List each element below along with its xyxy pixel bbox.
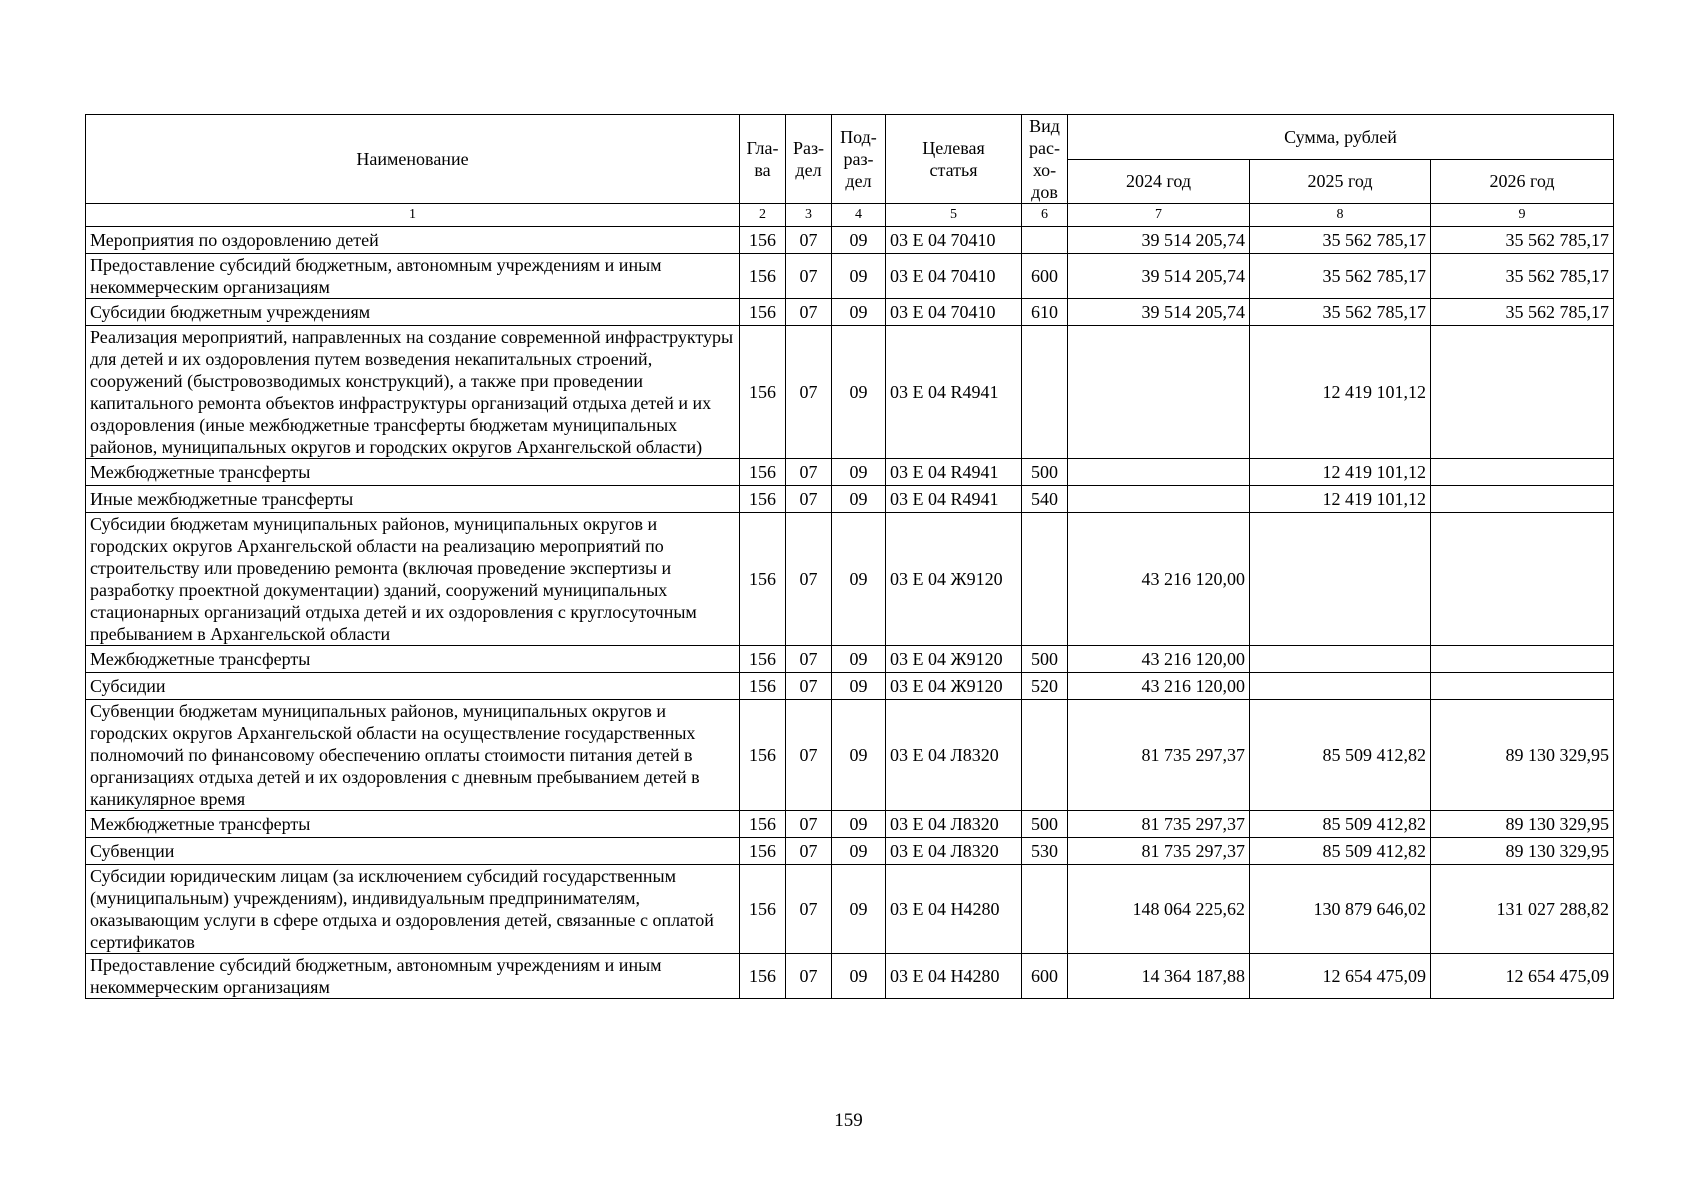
row-amount-2026 xyxy=(1431,486,1614,513)
table-row xyxy=(86,811,1614,838)
row-amount-2025: 12 419 101,12 xyxy=(1250,459,1431,486)
row-expense-type: 520 xyxy=(1022,673,1068,700)
row-amount-2026: 89 130 329,95 xyxy=(1431,838,1614,865)
row-expense-type: 600 xyxy=(1022,254,1068,299)
row-section: 07 xyxy=(786,227,832,254)
row-expense-type: 500 xyxy=(1022,811,1068,838)
header-year-2025: 2025 год xyxy=(1250,159,1431,204)
row-subsection: 09 xyxy=(832,646,886,673)
row-name: Мероприятия по оздоровлению детей xyxy=(86,227,740,254)
row-amount-2024: 81 735 297,37 xyxy=(1068,811,1250,838)
row-chapter: 156 xyxy=(740,865,786,954)
row-amount-2024: 39 514 205,74 xyxy=(1068,227,1250,254)
row-amount-2024: 39 514 205,74 xyxy=(1068,299,1250,326)
row-section: 07 xyxy=(786,700,832,811)
row-subsection: 09 xyxy=(832,486,886,513)
row-section: 07 xyxy=(786,513,832,646)
row-name: Межбюджетные трансферты xyxy=(86,811,740,838)
row-amount-2026 xyxy=(1431,673,1614,700)
row-expense-type xyxy=(1022,513,1068,646)
row-amount-2024: 43 216 120,00 xyxy=(1068,673,1250,700)
row-name: Иные межбюджетные трансферты xyxy=(86,486,740,513)
row-amount-2025 xyxy=(1250,513,1431,646)
row-subsection: 09 xyxy=(832,326,886,459)
row-subsection: 09 xyxy=(832,838,886,865)
row-expense-type xyxy=(1022,227,1068,254)
row-subsection: 09 xyxy=(832,459,886,486)
row-chapter: 156 xyxy=(740,299,786,326)
header-target-article: Целевая статья xyxy=(886,115,1022,204)
row-expense-type: 610 xyxy=(1022,299,1068,326)
row-name: Субсидии бюджетам муниципальных районов, муниципальных округов и городских округов Архангельской области на реализацию мероприятий по строительству или проведению ремонта (включая проведение экспертизы и разработку проектной документации) зданий, сооружений муниципальных стационарных организаций отдыха детей и их оздоровления с круглосуточным пребыванием в Архангельской области xyxy=(86,513,740,646)
column-number: 1 xyxy=(86,204,740,227)
row-subsection: 09 xyxy=(832,700,886,811)
row-amount-2024: 81 735 297,37 xyxy=(1068,838,1250,865)
row-target-article: 03 Е 04 Н4280 xyxy=(886,865,1022,954)
header-chapter: Гла- ва xyxy=(740,115,786,204)
row-amount-2026: 35 562 785,17 xyxy=(1431,227,1614,254)
row-amount-2024: 81 735 297,37 xyxy=(1068,700,1250,811)
table-body xyxy=(86,227,1614,999)
row-amount-2024: 148 064 225,62 xyxy=(1068,865,1250,954)
header-year-2026: 2026 год xyxy=(1431,159,1614,204)
row-chapter: 156 xyxy=(740,673,786,700)
row-section: 07 xyxy=(786,673,832,700)
row-chapter: 156 xyxy=(740,513,786,646)
row-subsection: 09 xyxy=(832,227,886,254)
row-target-article: 03 Е 04 Л8320 xyxy=(886,838,1022,865)
row-target-article: 03 Е 04 Н4280 xyxy=(886,954,1022,999)
row-subsection: 09 xyxy=(832,299,886,326)
row-amount-2026: 131 027 288,82 xyxy=(1431,865,1614,954)
row-target-article: 03 Е 04 Л8320 xyxy=(886,811,1022,838)
budget-table xyxy=(85,114,1614,999)
row-amount-2024: 14 364 187,88 xyxy=(1068,954,1250,999)
row-amount-2025: 35 562 785,17 xyxy=(1250,227,1431,254)
row-expense-type xyxy=(1022,326,1068,459)
row-amount-2026: 89 130 329,95 xyxy=(1431,700,1614,811)
row-amount-2024: 43 216 120,00 xyxy=(1068,646,1250,673)
row-amount-2026 xyxy=(1431,513,1614,646)
row-expense-type: 540 xyxy=(1022,486,1068,513)
row-amount-2026: 12 654 475,09 xyxy=(1431,954,1614,999)
row-chapter: 156 xyxy=(740,646,786,673)
row-expense-type: 500 xyxy=(1022,646,1068,673)
row-target-article: 03 Е 04 Ж9120 xyxy=(886,513,1022,646)
row-amount-2024: 43 216 120,00 xyxy=(1068,513,1250,646)
row-amount-2026: 35 562 785,17 xyxy=(1431,254,1614,299)
row-chapter: 156 xyxy=(740,227,786,254)
row-target-article: 03 Е 04 Л8320 xyxy=(886,700,1022,811)
row-amount-2025: 12 419 101,12 xyxy=(1250,486,1431,513)
row-section: 07 xyxy=(786,254,832,299)
row-subsection: 09 xyxy=(832,513,886,646)
row-name: Реализация мероприятий, направленных на создание современной инфраструктуры для детей и их оздоровления путем возведения некапитальных строений, сооружений (быстровозводимых конструкций), а также при проведении капитального ремонта объектов инфраструктуры организаций отдыха детей и их оздоровления (иные межбюджетные трансферты бюджетам муниципальных районов, муниципальных округов и городских округов Архангельской области) xyxy=(86,326,740,459)
row-section: 07 xyxy=(786,865,832,954)
table-row xyxy=(86,227,1614,254)
row-target-article: 03 Е 04 Ж9120 xyxy=(886,673,1022,700)
row-subsection: 09 xyxy=(832,954,886,999)
row-amount-2024 xyxy=(1068,459,1250,486)
row-amount-2025 xyxy=(1250,646,1431,673)
table-row xyxy=(86,646,1614,673)
row-amount-2025: 35 562 785,17 xyxy=(1250,299,1431,326)
row-amount-2026 xyxy=(1431,326,1614,459)
row-amount-2025: 12 419 101,12 xyxy=(1250,326,1431,459)
row-section: 07 xyxy=(786,326,832,459)
row-amount-2026: 89 130 329,95 xyxy=(1431,811,1614,838)
row-expense-type: 500 xyxy=(1022,459,1068,486)
row-target-article: 03 Е 04 70410 xyxy=(886,299,1022,326)
row-name: Субсидии бюджетным учреждениям xyxy=(86,299,740,326)
table-row xyxy=(86,865,1614,954)
row-expense-type xyxy=(1022,700,1068,811)
row-chapter: 156 xyxy=(740,326,786,459)
column-number: 8 xyxy=(1250,204,1431,227)
row-section: 07 xyxy=(786,486,832,513)
row-target-article: 03 Е 04 R4941 xyxy=(886,486,1022,513)
row-name: Предоставление субсидий бюджетным, автономным учреждениям и иным некоммерческим организациям xyxy=(86,254,740,299)
row-name: Межбюджетные трансферты xyxy=(86,459,740,486)
row-section: 07 xyxy=(786,459,832,486)
row-chapter: 156 xyxy=(740,459,786,486)
table-row xyxy=(86,513,1614,646)
row-subsection: 09 xyxy=(832,811,886,838)
header-expense-type: Вид рас- хо- дов xyxy=(1022,115,1068,204)
row-amount-2026 xyxy=(1431,646,1614,673)
table-row xyxy=(86,486,1614,513)
table-row xyxy=(86,700,1614,811)
row-chapter: 156 xyxy=(740,486,786,513)
row-amount-2026: 35 562 785,17 xyxy=(1431,299,1614,326)
row-section: 07 xyxy=(786,811,832,838)
row-name: Субвенции xyxy=(86,838,740,865)
row-amount-2025: 130 879 646,02 xyxy=(1250,865,1431,954)
row-expense-type xyxy=(1022,865,1068,954)
row-amount-2025: 35 562 785,17 xyxy=(1250,254,1431,299)
column-number: 7 xyxy=(1068,204,1250,227)
row-target-article: 03 Е 04 70410 xyxy=(886,227,1022,254)
row-amount-2025: 12 654 475,09 xyxy=(1250,954,1431,999)
header-subsection: Под- раз- дел xyxy=(832,115,886,204)
table-row xyxy=(86,459,1614,486)
row-name: Межбюджетные трансферты xyxy=(86,646,740,673)
column-number: 2 xyxy=(740,204,786,227)
row-subsection: 09 xyxy=(832,254,886,299)
row-subsection: 09 xyxy=(832,673,886,700)
page-number: 159 xyxy=(834,1110,863,1131)
column-number: 6 xyxy=(1022,204,1068,227)
column-number: 4 xyxy=(832,204,886,227)
table-row xyxy=(86,838,1614,865)
header-year-2024: 2024 год xyxy=(1068,159,1250,204)
row-chapter: 156 xyxy=(740,954,786,999)
table-row xyxy=(86,299,1614,326)
row-chapter: 156 xyxy=(740,838,786,865)
row-section: 07 xyxy=(786,646,832,673)
row-amount-2025: 85 509 412,82 xyxy=(1250,838,1431,865)
row-target-article: 03 Е 04 Ж9120 xyxy=(886,646,1022,673)
row-section: 07 xyxy=(786,299,832,326)
header-name: Наименование xyxy=(86,115,740,204)
row-section: 07 xyxy=(786,954,832,999)
row-chapter: 156 xyxy=(740,254,786,299)
row-name: Субсидии юридическим лицам (за исключением субсидий государственным (муниципальным) учреждениям), индивидуальным предпринимателям, оказывающим услуги в сфере отдыха и оздоровления детей, связанные с оплатой сертификатов xyxy=(86,865,740,954)
header-section: Раз- дел xyxy=(786,115,832,204)
row-amount-2025: 85 509 412,82 xyxy=(1250,811,1431,838)
column-number: 3 xyxy=(786,204,832,227)
row-amount-2025 xyxy=(1250,673,1431,700)
row-expense-type: 600 xyxy=(1022,954,1068,999)
row-amount-2025: 85 509 412,82 xyxy=(1250,700,1431,811)
table-row xyxy=(86,326,1614,459)
row-amount-2024 xyxy=(1068,486,1250,513)
row-chapter: 156 xyxy=(740,700,786,811)
table-row xyxy=(86,254,1614,299)
row-section: 07 xyxy=(786,838,832,865)
row-chapter: 156 xyxy=(740,811,786,838)
row-target-article: 03 Е 04 R4941 xyxy=(886,459,1022,486)
row-name: Субсидии xyxy=(86,673,740,700)
row-amount-2024 xyxy=(1068,326,1250,459)
column-number-row xyxy=(86,204,1614,227)
column-number: 5 xyxy=(886,204,1022,227)
table-row xyxy=(86,673,1614,700)
row-name: Субвенции бюджетам муниципальных районов, муниципальных округов и городских округов Архангельской области на осуществление государственных полномочий по финансовому обеспечению оплаты стоимости питания детей в организациях отдыха детей и их оздоровления с дневным пребыванием детей в каникулярное время xyxy=(86,700,740,811)
row-name: Предоставление субсидий бюджетным, автономным учреждениям и иным некоммерческим организациям xyxy=(86,954,740,999)
header-sum: Сумма, рублей xyxy=(1068,115,1614,160)
row-amount-2026 xyxy=(1431,459,1614,486)
column-number: 9 xyxy=(1431,204,1614,227)
table-row xyxy=(86,954,1614,999)
row-target-article: 03 Е 04 R4941 xyxy=(886,326,1022,459)
row-target-article: 03 Е 04 70410 xyxy=(886,254,1022,299)
row-amount-2024: 39 514 205,74 xyxy=(1068,254,1250,299)
row-expense-type: 530 xyxy=(1022,838,1068,865)
row-subsection: 09 xyxy=(832,865,886,954)
